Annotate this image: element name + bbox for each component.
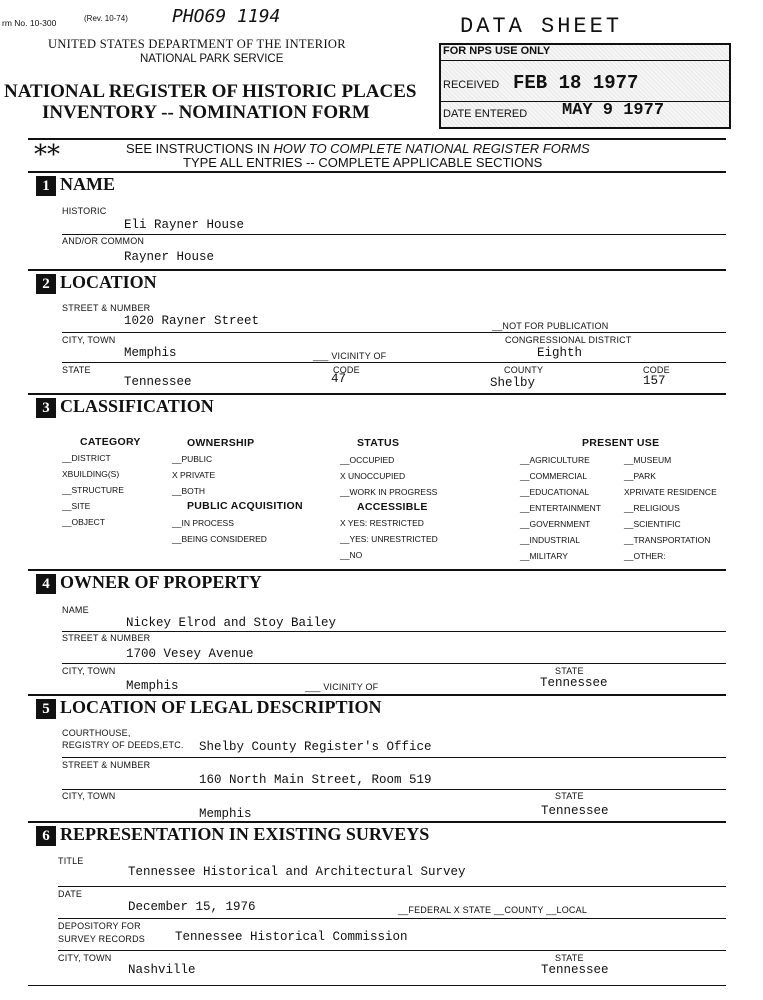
ownership-public: __PUBLIC: [172, 454, 213, 464]
common-name-value: Rayner House: [124, 250, 215, 264]
legal-state-value: Tennessee: [541, 804, 609, 818]
accessible-unrestricted: __YES: UNRESTRICTED: [340, 534, 438, 544]
accessible-header: ACCESSIBLE: [357, 501, 428, 513]
nps-use-label: FOR NPS USE ONLY: [443, 45, 551, 57]
category-object: __OBJECT: [62, 517, 105, 527]
owner-vicinity: ___ VICINITY OF: [305, 682, 379, 692]
accessible-no: __NO: [340, 550, 363, 560]
status-unoccupied: X UNOCCUPIED: [340, 471, 406, 481]
use-educational: __EDUCATIONAL: [520, 487, 590, 497]
survey-date-value: December 15, 1976: [128, 900, 256, 914]
form-number: rm No. 10-300: [2, 18, 57, 28]
use-scientific: __SCIENTIFIC: [624, 519, 681, 529]
use-commercial: __COMMERCIAL: [520, 471, 588, 481]
location-state-label: STATE: [62, 365, 91, 375]
category-site: __SITE: [62, 501, 91, 511]
registry-label: REGISTRY OF DEEDS,ETC.: [62, 740, 184, 750]
section-5-heading: 5 LOCATION OF LEGAL DESCRIPTION: [36, 697, 382, 719]
owner-state-label: STATE: [555, 666, 584, 676]
survey-date-label: DATE: [58, 889, 83, 899]
location-city-value: Memphis: [124, 346, 177, 360]
survey-levels: __FEDERAL X STATE __COUNTY __LOCAL: [398, 905, 588, 915]
not-for-publication: __NOT FOR PUBLICATION: [492, 321, 609, 331]
depository-label-2: SURVEY RECORDS: [58, 934, 145, 944]
public-acquisition-header: PUBLIC ACQUISITION: [187, 500, 303, 512]
location-street-value: 1020 Rayner Street: [124, 314, 260, 328]
survey-title-label: TITLE: [58, 856, 84, 866]
county-value: Shelby: [490, 376, 536, 390]
use-religious: __RELIGIOUS: [624, 503, 680, 513]
state-code-value: 47: [331, 372, 347, 386]
form-revision: (Rev. 10-74): [84, 14, 128, 23]
section-2-heading: 2 LOCATION: [36, 272, 157, 294]
data-sheet-stamp: DATA SHEET: [460, 14, 623, 39]
section-1-heading: 1 NAME: [36, 174, 115, 196]
status-work-in-progress: __WORK IN PROGRESS: [340, 487, 438, 497]
survey-title-value: Tennessee Historical and Architectural Survey: [128, 865, 466, 879]
acquisition-being-considered: __BEING CONSIDERED: [172, 534, 267, 544]
received-date-stamp: FEB 18 1977: [513, 72, 639, 94]
date-entered-stamp: MAY 9 1977: [562, 101, 665, 120]
ownership-private: X PRIVATE: [172, 470, 216, 480]
survey-state-label: STATE: [555, 953, 584, 963]
historic-label: HISTORIC: [62, 206, 107, 216]
location-vicinity: ___ VICINITY OF: [313, 351, 387, 361]
category-header: CATEGORY: [80, 436, 141, 448]
legal-street-value: 160 North Main Street, Room 519: [199, 773, 432, 787]
instructions-line2: TYPE ALL ENTRIES -- COMPLETE APPLICABLE SECTIONS: [183, 155, 543, 170]
survey-city-value: Nashville: [128, 963, 196, 977]
owner-name-label: NAME: [62, 605, 89, 615]
registry-value: Shelby County Register's Office: [199, 740, 432, 754]
legal-street-label: STREET & NUMBER: [62, 760, 151, 770]
ownership-both: __BOTH: [172, 486, 206, 496]
depository-label-1: DEPOSITORY FOR: [58, 921, 141, 931]
date-entered-label: DATE ENTERED: [443, 108, 528, 120]
category-building: XBUILDING(S): [62, 469, 120, 479]
legal-city-value: Memphis: [199, 807, 252, 821]
status-header: STATUS: [357, 437, 400, 449]
use-museum: __MUSEUM: [624, 455, 672, 465]
legal-state-label: STATE: [555, 791, 584, 801]
service-name: NATIONAL PARK SERVICE: [140, 53, 284, 65]
section-4-heading: 4 OWNER OF PROPERTY: [36, 572, 262, 594]
congressional-district-value: Eighth: [537, 346, 583, 360]
category-structure: __STRUCTURE: [62, 485, 124, 495]
owner-city-label: CITY, TOWN: [62, 666, 116, 676]
received-label: RECEIVED: [443, 79, 500, 91]
present-use-header: PRESENT USE: [582, 437, 660, 449]
survey-city-label: CITY, TOWN: [58, 953, 112, 963]
county-code-label: CODE: [643, 365, 670, 375]
handwritten-asterisks: **: [34, 140, 60, 170]
owner-state-value: Tennessee: [540, 676, 608, 690]
survey-state-value: Tennessee: [541, 963, 609, 977]
accessible-restricted: X YES: RESTRICTED: [340, 518, 424, 528]
courthouse-label: COURTHOUSE,: [62, 728, 131, 738]
use-entertainment: __ENTERTAINMENT: [520, 503, 601, 513]
section-6-heading: 6 REPRESENTATION IN EXISTING SURVEYS: [36, 824, 429, 846]
ownership-header: OWNERSHIP: [187, 437, 255, 449]
acquisition-in-process: __IN PROCESS: [172, 518, 234, 528]
category-district: __DISTRICT: [62, 453, 111, 463]
depository-value: Tennessee Historical Commission: [175, 930, 408, 944]
location-street-label: STREET & NUMBER: [62, 303, 151, 313]
location-city-label: CITY, TOWN: [62, 335, 116, 345]
county-label: COUNTY: [504, 365, 544, 375]
handwritten-id: PHO69 1194: [172, 6, 281, 27]
use-government: __GOVERNMENT: [520, 519, 591, 529]
use-agriculture: __AGRICULTURE: [520, 455, 590, 465]
state-code-label: CODE: [333, 365, 360, 375]
department-name: UNITED STATES DEPARTMENT OF THE INTERIOR: [48, 37, 346, 51]
status-occupied: __OCCUPIED: [340, 455, 395, 465]
common-name-label: AND/OR COMMON: [62, 236, 145, 246]
location-state-value: Tennessee: [124, 375, 192, 389]
use-transportation: __TRANSPORTATION: [624, 535, 711, 545]
form-title-line1: NATIONAL REGISTER OF HISTORIC PLACES: [4, 81, 417, 102]
section-3-heading: 3 CLASSIFICATION: [36, 396, 214, 418]
congressional-district-label: CONGRESSIONAL DISTRICT: [505, 335, 632, 345]
use-other: __OTHER:: [624, 551, 666, 561]
historic-value: Eli Rayner House: [124, 218, 245, 232]
use-private-residence: XPRIVATE RESIDENCE: [624, 487, 717, 497]
form-title-line2: INVENTORY -- NOMINATION FORM: [42, 102, 370, 123]
use-industrial: __INDUSTRIAL: [520, 535, 580, 545]
legal-city-label: CITY, TOWN: [62, 791, 116, 801]
use-park: __PARK: [624, 471, 656, 481]
county-code-value: 157: [643, 374, 666, 388]
use-military: __MILITARY: [520, 551, 568, 561]
owner-city-value: Memphis: [126, 679, 179, 693]
owner-street-value: 1700 Vesey Avenue: [126, 647, 254, 661]
owner-name-value: Nickey Elrod and Stoy Bailey: [126, 616, 337, 630]
owner-street-label: STREET & NUMBER: [62, 633, 151, 643]
instructions-line1: SEE INSTRUCTIONS IN HOW TO COMPLETE NATIONAL REGISTER FORMS: [126, 141, 590, 156]
